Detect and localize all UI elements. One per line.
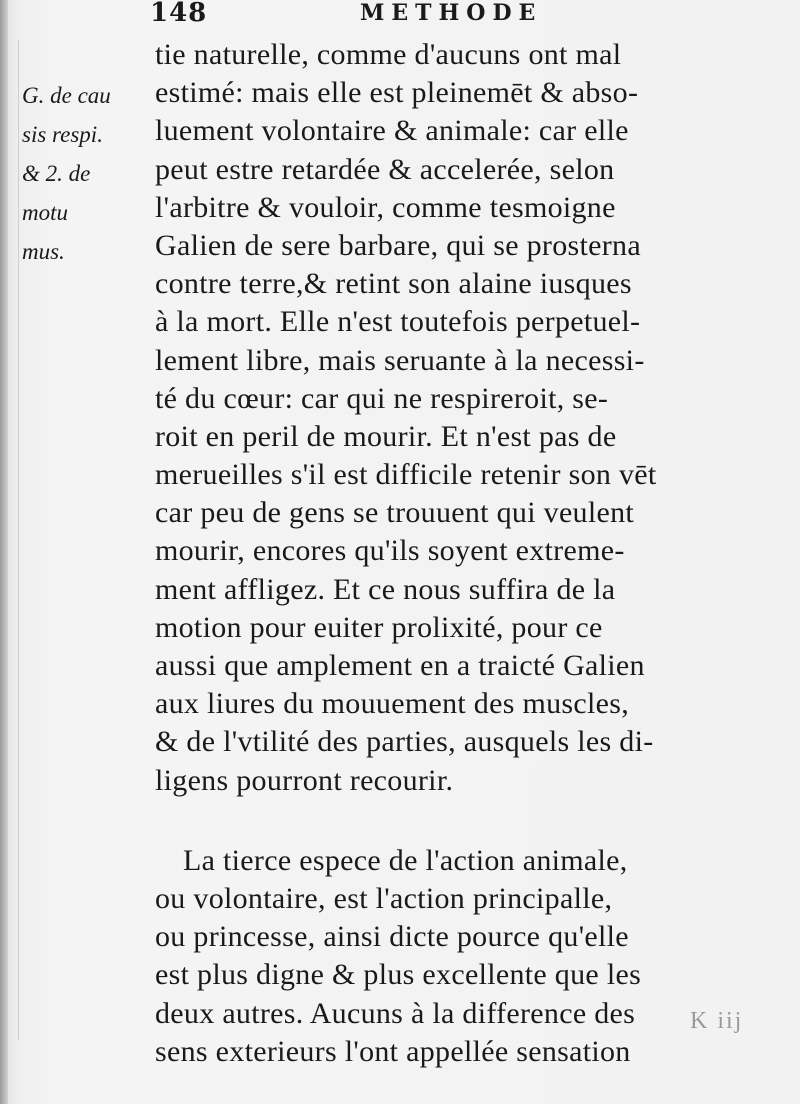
text-line: est plus digne & plus excellente que les [155,958,642,992]
text-line: aux liures du mouuement des muscles, [155,687,630,721]
text-line: té du cœur: car qui ne respireroit, se- [155,381,609,415]
text-line: ou volontaire, est l'action principalle, [155,881,613,915]
margin-note-line: G. de cau [22,83,111,108]
text-line: roit en peril de mourir. Et n'est pas de [155,419,617,453]
page-gutter-shadow [0,0,8,1104]
text-line: car peu de gens se trouuent qui veulent [155,496,635,530]
text-line: ligens pourront recourir. [155,763,454,797]
text-line: estimé: mais elle est pleinemēt & abso- [155,76,639,110]
running-title: METHODE [360,0,543,26]
body-text [155,36,735,1071]
paragraph-2 [155,842,735,1071]
margin-note-line: motu [22,200,68,225]
margin-note-line: mus. [22,239,65,264]
text-line: ment affligez. Et ce nous suffira de la [155,572,616,606]
text-line: peut estre retardée & accelerée, selon [155,152,615,186]
text-line: l'arbitre & vouloir, comme tesmoigne [155,190,616,224]
text-line: à la mort. Elle n'est toutefois perpetuel- [155,305,641,339]
text-line: contre terre,& retint son alaine iusques [155,267,632,301]
text-line: motion pour euiter prolixité, pour ce [155,610,603,644]
text-line: aussi que amplement en a traicté Galien [155,649,645,682]
page-number: 148 [150,0,208,28]
page-header [150,0,710,30]
signature-mark: K iij [690,1008,744,1034]
margin-note-line: sis respi. [22,122,103,147]
text-line: merueilles s'il est difficile retenir son vēt [155,458,657,492]
paragraph-1 [155,36,735,800]
text-line: tie naturelle, comme d'aucuns ont mal [155,38,622,71]
text-line: & de l'vtilité des parties, ausquels les di- [155,725,654,759]
text-line: Galien de sere barbare, qui se prosterna [155,228,641,262]
text-line: lement libre, mais seruante à la necessi- [155,343,645,377]
text-line: ou princesse, ainsi dicte pource qu'elle [155,920,629,954]
text-line: mourir, encores qu'ils soyent extreme- [155,534,625,568]
text-line: La tierce espece de l'action animale, [183,843,628,877]
margin-rule [18,40,19,1040]
text-line: deux autres. Aucuns à la difference des [155,996,636,1030]
text-line: sens exterieurs l'ont appellée sensation [155,1034,631,1068]
margin-notes [22,76,150,271]
text-line: luement volontaire & animale: car elle [155,114,629,148]
paragraph-gap [155,800,735,842]
margin-note-line: & 2. de [22,161,91,186]
